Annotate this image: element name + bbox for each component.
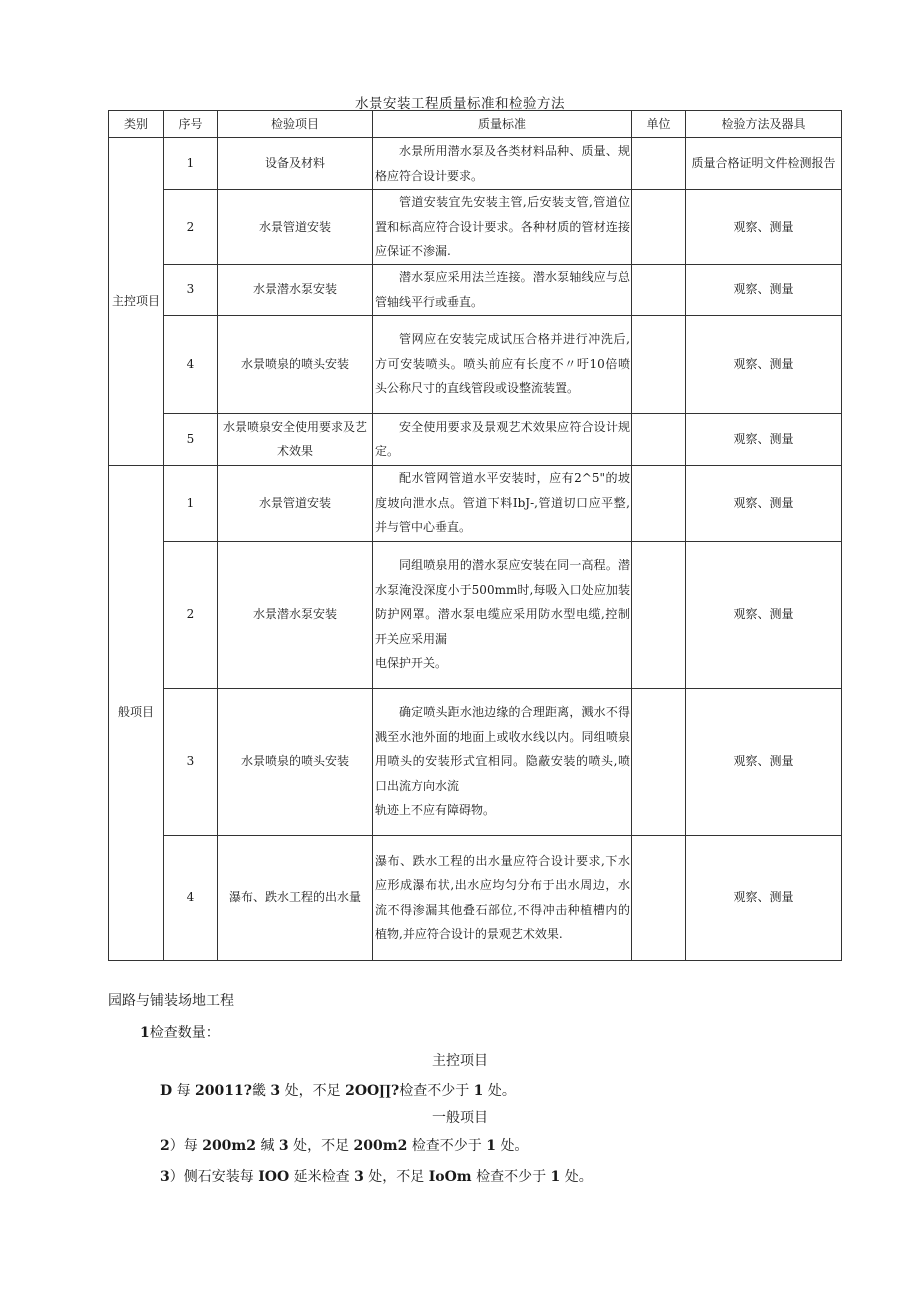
row-method: 观察、测量 <box>686 315 842 413</box>
header-item: 检验项目 <box>218 111 373 138</box>
row-unit <box>632 835 686 960</box>
table-row <box>109 835 842 960</box>
header-standard: 质量标准 <box>373 111 632 138</box>
row-unit <box>632 138 686 190</box>
table-row <box>109 315 842 413</box>
row-method: 观察、测量 <box>686 688 842 835</box>
row-standard: 瀑布、跌水工程的出水量应符合设计要求,下水应形成瀑布状,出水应均匀分布于出水周边，水流不得渗漏其他叠石部位,不得冲击种植槽内的植物,并应符合设计的景观艺术效果. <box>373 835 632 960</box>
row-standard: 管网应在安装完成试压合格并进行冲洗后,方可安装喷头。喷头前应有长度不〃吁10倍喷头公称尺寸的直线管段或设整流装置。 <box>373 315 632 413</box>
row-no: 3 <box>164 688 218 835</box>
row-item: 水景喷泉安全使用要求及艺术效果 <box>218 413 373 465</box>
row-method: 质量合格证明文件检测报告 <box>686 138 842 190</box>
row-item: 设备及材料 <box>218 138 373 190</box>
row-method: 观察、测量 <box>686 264 842 315</box>
general-heading: 一般项目 <box>432 1110 488 1126</box>
row-no: 1 <box>164 465 218 541</box>
row-item: 水景潜水泵安装 <box>218 264 373 315</box>
row-unit <box>632 688 686 835</box>
table-row <box>109 541 842 688</box>
section-title: 园路与铺装场地工程 <box>108 993 234 1009</box>
row-standard: 水景所用潜水泵及各类材料品种、质量、规格应符合设计要求。 <box>373 138 632 190</box>
row-item: 水景喷泉的喷头安装 <box>218 315 373 413</box>
table-row <box>109 190 842 265</box>
row-method: 观察、测量 <box>686 190 842 265</box>
row-no: 4 <box>164 315 218 413</box>
header-method: 检验方法及器具 <box>686 111 842 138</box>
table-row <box>109 688 842 835</box>
row-item: 水景管道安装 <box>218 465 373 541</box>
row-method: 观察、测量 <box>686 465 842 541</box>
table-row <box>109 413 842 465</box>
row-no: 1 <box>164 138 218 190</box>
row-unit <box>632 465 686 541</box>
row-method: 观察、测量 <box>686 541 842 688</box>
row-no: 5 <box>164 413 218 465</box>
row-no: 2 <box>164 541 218 688</box>
page-title: 水景安装工程质量标准和检验方法 <box>355 96 565 112</box>
row-standard: 确定喷头距水池边缘的合理距离，溅水不得溅至水池外面的地面上或收水线以内。同组喷泉用喷头的安装形式宜相同。隐蔽安装的喷头,喷口出流方向水流 轨迹上不应有障碍物。 <box>373 688 632 835</box>
header-unit: 单位 <box>632 111 686 138</box>
quality-table <box>108 110 842 961</box>
row-method: 观察、测量 <box>686 835 842 960</box>
row-unit <box>632 190 686 265</box>
inspection-quantity-line: 1检查数量： <box>140 1025 220 1041</box>
row-no: 2 <box>164 190 218 265</box>
row-item: 水景潜水泵安装 <box>218 541 373 688</box>
table-row <box>109 138 842 190</box>
category-cell: 般项目 <box>109 465 164 960</box>
row-item: 瀑布、跌水工程的出水量 <box>218 835 373 960</box>
general-rule-line-3: 3）侧石安装每 IOO 延米检查 3 处，不足 IoOm 检查不少于 1 处。 <box>160 1169 593 1185</box>
main-control-heading: 主控项目 <box>432 1053 488 1069</box>
row-unit <box>632 315 686 413</box>
table-header-row <box>109 111 842 138</box>
row-method: 观察、测量 <box>686 413 842 465</box>
row-no: 3 <box>164 264 218 315</box>
row-unit <box>632 541 686 688</box>
main-rule-line: D 每 20011?畿 3 处，不足 2OO∏?检查不少于 1 处。 <box>160 1083 516 1099</box>
row-item: 水景喷泉的喷头安装 <box>218 688 373 835</box>
header-no: 序号 <box>164 111 218 138</box>
row-standard: 安全使用要求及景观艺术效果应符合设计规定。 <box>373 413 632 465</box>
category-cell: 主控项目 <box>109 138 164 466</box>
table-row <box>109 465 842 541</box>
row-standard: 管道安装宜先安装主管,后安装支管,管道位置和标高应符合设计要求。各种材质的管材连接应保证不渗漏. <box>373 190 632 265</box>
row-standard: 配水管网管道水平安装时，应有2^5"的坡度坡向泄水点。管道下料IbJ-,管道切口应平整,并与管中心垂直。 <box>373 465 632 541</box>
row-standard: 潜水泵应采用法兰连接。潜水泵轴线应与总管轴线平行或垂直。 <box>373 264 632 315</box>
table-row <box>109 264 842 315</box>
row-unit <box>632 413 686 465</box>
row-standard: 同组喷泉用的潜水泵应安装在同一高程。潜水泵淹没深度小于500mm时,每吸入口处应加装防护网罩。潜水泵电缆应采用防水型电缆,控制开关应采用漏 电保护开关。 <box>373 541 632 688</box>
row-unit <box>632 264 686 315</box>
general-rule-line-2: 2）每 200m2 缄 3 处，不足 200m2 检查不少于 1 处。 <box>160 1138 529 1154</box>
row-item: 水景管道安装 <box>218 190 373 265</box>
row-no: 4 <box>164 835 218 960</box>
header-category: 类别 <box>109 111 164 138</box>
